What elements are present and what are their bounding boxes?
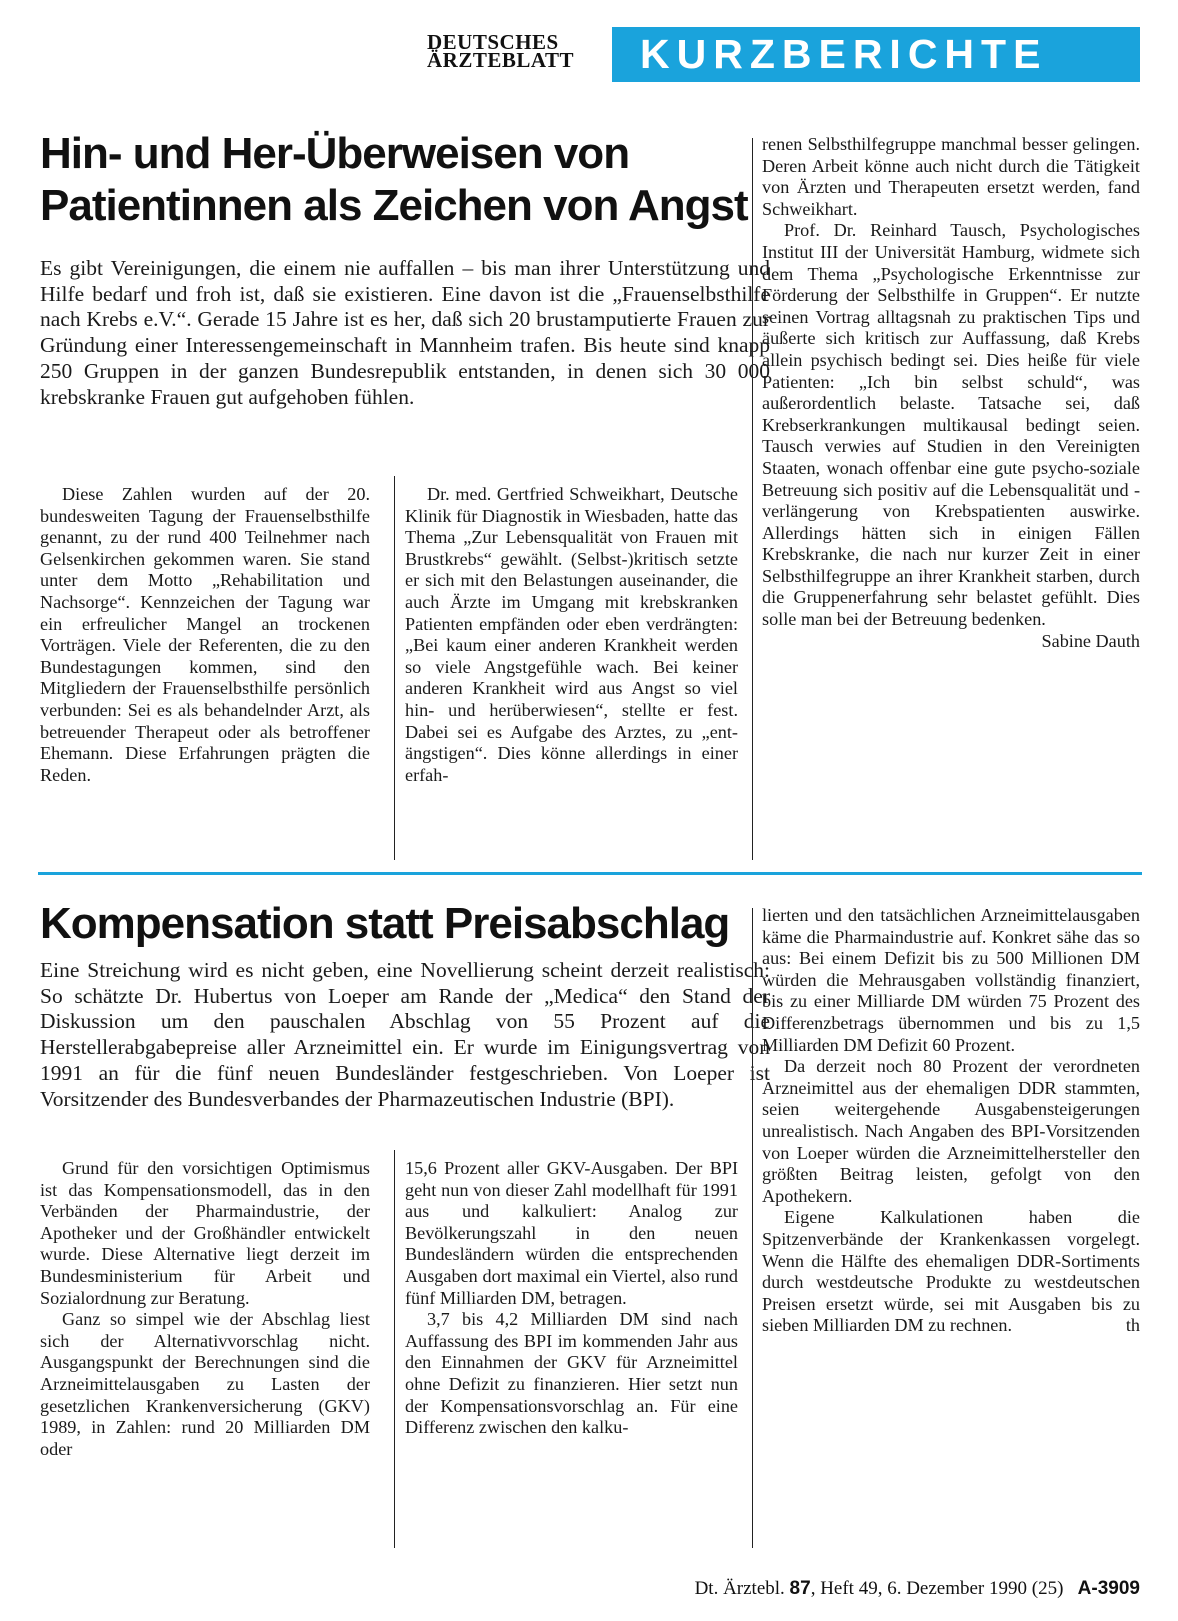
article1-lead: Es gibt Vereinigungen, die einem nie auffallen – bis man ihrer Unterstützung und Hilfe bedarf und froh ist, daß sie existieren. Eine davon ist die „Frauenselbsthilfe nach Krebs e.V.“. Gerade 15 Jahre ist es her, daß sich 20 brustamputierte Frauen zur Gründung einer Interessengemeinschaft in Mannheim trafen. Bis heute sind knapp 250 Gruppen in der ganzen Bundesrepublik entstanden, in denen sich 30 000 krebskranke Frauen gut aufgehoben fühlen. xyxy=(40,256,770,409)
masthead-line1: DEUTSCHES xyxy=(427,30,559,54)
column-divider xyxy=(752,908,753,1548)
article1-col3-paragraph: Prof. Dr. Reinhard Tausch, Psychologisches Institut III der Universität Hamburg, widmete sich dem Thema „Psychologische Erkenntnisse zur Förderung der Selbsthilfe in Gruppen“. Er nutzte seinen Vortrag alltagsnah zu praktischen Tips und äußerte sich kritisch zur Auffassung, daß Krebs allein psychisch bedingt sei. Dies heiße für viele Patienten: „Ich bin selbst schuld“, was außerordentlich belaste. Tatsache sei, daß Krebserkrankungen multikausal bedingt seien. Tausch verwies auf Studien in den Vereinigten Staaten, wonach offenbar eine gute psycho-soziale Betreuung sich positiv auf die Lebensqualität und -verlängerung von Krebspatienten auswirke. Allerdings hätten sich in einigen Fällen Krebskranke, die nach nur kurzer Zeit in einer Selbsthilfegruppe an ihrer Krankheit starben, durch die Gruppenerfahrung sehr belastet gefühlt. Dies solle man bei der Betreuung bedenken. Sabine Dauth xyxy=(762,220,1140,651)
article2-col1-paragraph: Ganz so simpel wie der Abschlag liest sich der Alternativvorschlag nicht. Ausgangspunkt der Berechnungen sind die Arzneimittelausgaben zu Lasten der gesetzlichen Krankenversicherung (GKV) 1989, in Zahlen: rund 20 Milliarden DM oder xyxy=(40,1309,370,1459)
article2-col3-paragraph: Eigene Kalkulationen haben die Spitzenverbände der Krankenkassen vorgelegt. Wenn die Hälfte des ehemaligen DDR-Sortiments durch westdeutsche Produkte zu westdeutschen Preisen ersetzt würde, sei mit Ausgaben bis zu sieben Milliarden DM zu rechnen. th xyxy=(762,1207,1140,1336)
article2-column-2 xyxy=(405,1158,738,1439)
article2-col3-paragraph: lierten und den tatsächlichen Arzneimittelausgaben käme die Pharmaindustrie auf. Konkret sähe das so aus: Bei einem Defizit bis zu 500 Millionen DM würden die Mehrausgaben vollständig finanziert, bis zu einer Milliarde DM würden 75 Prozent des Differenzbetrags übernommen und bis zu 1,5 Milliarden DM Defizit 60 Prozent. xyxy=(762,905,1140,1055)
article2-lead: Eine Streichung wird es nicht geben, eine Novellierung scheint derzeit realistisch: So schätzte Dr. Hubertus von Loeper am Rande der „Medica“ den Stand der Diskussion um den pauschalen Abschlag von 55 Prozent auf die Herstellerabgabepreise aller Arzneimittel ein. Er wurde im Einigungsvertrag von 1991 an für die fünf neuen Bundesländer festgeschrieben. Von Loeper ist Vorsitzender des Bundesverbandes der Pharmazeutischen Industrie (BPI). xyxy=(40,958,770,1111)
article2-title: Kompensation statt Preisabschlag xyxy=(40,899,730,948)
article-separator xyxy=(38,872,1142,875)
article2-col2-paragraph: 15,6 Prozent aller GKV-Ausgaben. Der BPI geht nun von dieser Zahl modellhaft für 1991 aus und kalkuliert: Analog zur Bevölkerungszahl in den neuen Bundesländern würden die entsprechenden Ausgaben dort maximal ein Viertel, also rund fünf Milliarden DM, betragen. xyxy=(405,1158,738,1308)
footer-citation-suffix: , Heft 49, 6. Dezember 1990 (25) xyxy=(810,1578,1064,1599)
article1-title-line1: Hin- und Her-Überweisen von xyxy=(40,129,630,178)
masthead-line2: ÄRZTEBLATT xyxy=(427,48,574,72)
article1-title xyxy=(40,128,760,232)
column-divider xyxy=(752,138,753,860)
article1-col1-paragraph: Diese Zahlen wurden auf der 20. bundesweiten Tagung der Frauenselbsthilfe genannt, zu der rund 400 Teilnehmer nach Gelsenkirchen gekommen waren. Sie stand unter dem Motto „Rehabilitation und Nachsorge“. Kennzeichen der Tagung war ein erfreulicher Mangel an trockenen Vorträgen. Viele der Referenten, die zu den Bundestagungen kommen, sind den Mitgliedern der Frauenselbsthilfe persönlich verbunden: Sei es als behandelnder Arzt, als betreuender Therapeut oder als betroffener Ehemann. Diese Erfahrungen prägten die Reden. xyxy=(40,484,370,785)
article1-column-1 xyxy=(40,484,370,786)
article2-col3-paragraph: Da derzeit noch 80 Prozent der verordneten Arzneimittel aus der ehemaligen DDR stammten, seien weitergehende Ausgabensteigerungen unrealistisch. Nach Angaben des BPI-Vorsitzenden von Loeper würden die Arzneimittelhersteller den größten Beitrag leisten, gefolgt von den Apothekern. xyxy=(762,1056,1140,1206)
article1-author: Sabine Dauth xyxy=(1041,630,1140,651)
footer-volume: 87 xyxy=(789,1578,811,1599)
article2-column-1 xyxy=(40,1158,370,1460)
article2-author: th xyxy=(1125,1315,1140,1336)
article1-column-2 xyxy=(405,484,738,786)
article2-column-3 xyxy=(762,905,1140,1337)
page-footer xyxy=(600,1578,1140,1600)
article2-col1-paragraph: Grund für den vorsichtigen Optimismus ist das Kompensationsmodell, das in den Verbänden der Pharmaindustrie, der Apotheker und der Großhändler entwickelt wurde. Diese Alternative liegt derzeit im Bundesministerium für Arbeit und Sozialordnung zur Beratung. xyxy=(40,1158,370,1308)
article2-col2-paragraph: 3,7 bis 4,2 Milliarden DM sind nach Auffassung des BPI im kommenden Jahr aus den Einnahmen der GKV für Arzneimittel ohne Defizit zu finanzieren. Hier setzt nun der Kompensationsvorschlag an. Für eine Differenz zwischen den kalku- xyxy=(405,1309,738,1438)
article1-title-line2: Patientinnen als Zeichen von Angst xyxy=(40,181,748,230)
masthead-logo xyxy=(427,30,587,72)
article1-col2-paragraph: Dr. med. Gertfried Schweikhart, Deutsche Klinik für Diagnostik in Wiesbaden, hatte das Thema „Zur Lebensqualität von Frauen mit Brustkrebs“ gewählt. (Selbst-)kritisch setzte er sich mit den Belastungen auseinander, die auch Ärzte im Umgang mit krebskranken Patienten empfänden oder eben verdrängten: „Bei kaum einer anderen Krankheit werden so viele Angstgefühle wach. Bei keiner anderen Krankheit wird aus Angst so viel hin- und herüberwiesen“, stellte er fest. Dabei sei es Aufgabe des Arztes, zu „ent-ängstigen“. Dies könne allerdings in einer erfah- xyxy=(405,484,738,785)
article1-column-3 xyxy=(762,134,1140,652)
footer-page-number: A-3909 xyxy=(1077,1578,1140,1599)
section-tag: KURZBERICHTE xyxy=(612,27,1140,82)
column-divider xyxy=(394,476,395,860)
footer-citation-prefix: Dt. Ärztebl. xyxy=(694,1578,785,1599)
article1-col3-paragraph: renen Selbsthilfegruppe manchmal besser gelingen. Deren Arbeit könne auch nicht durch die Tätigkeit von Ärzten und Therapeuten ersetzt werden, fand Schweikhart. xyxy=(762,134,1140,219)
column-divider xyxy=(394,1150,395,1548)
